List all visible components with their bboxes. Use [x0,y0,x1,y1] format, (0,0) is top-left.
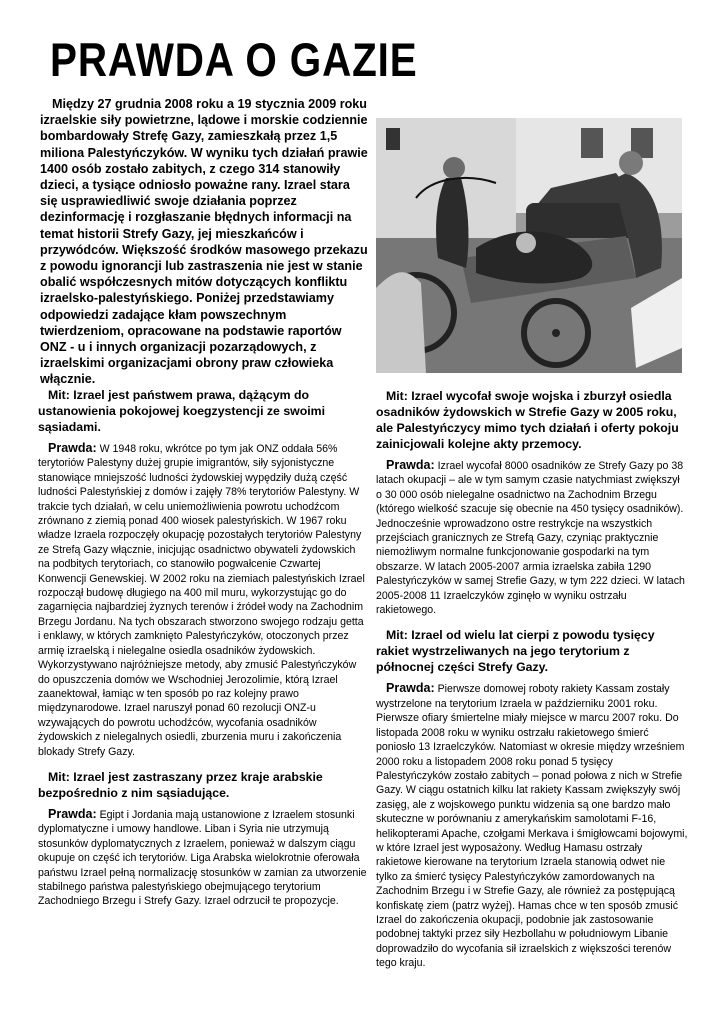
intro-paragraph: Między 27 grudnia 2008 roku a 19 stycznia 2009 roku izraelskie siły powietrzne, lądowe i morskie codziennie bombardowały Strefę Gazy, zamieszkałą przez 1,5 miliona Palestyńczyków. W wyniku tych działań prawie 1400 osób zostało zabitych, z czego 314 stanowiły dzieci, a tysiące odniosło poważne rany. Izrael stara się usprawiedliwić swoje działania poprzez dezinformację i rozgłaszanie błędnych informacji na temat historii Strefy Gazy, jej mieszkańców i przywódców. Większość środków masowego przekazu z powodu ignorancji lub zastraszenia nie jest w stanie obalić współczesnych mitów dotyczących konfliktu izraelsko-palestyńskiego. Poniżej przedstawiamy odpowiedzi zadające kłam powszechnym twierdzeniom, opracowane na podstawie raportów ONZ - u i innych organizacji pozarządowych, z izraelskimi organizacjami obrony praw człowieka włącznie. [40,97,368,387]
myth-heading: Mit: Izrael wycofał swoje wojska i zburzył osiedla osadników żydowskich w Strefie Gazy w 2005 roku, ale Palestyńczycy mimo tych działań i oferty pokoju zainicjowali kolejne akty przemocy. [376,389,679,451]
truth-paragraph [376,458,688,617]
news-photo [376,118,682,373]
truth-text: W 1948 roku, wkrótce po tym jak ONZ oddała 56% terytoriów Palestyny dużej grupie imigrantów, siły syjonistyczne stanowiące mniejszość ludności żydowskiej wypędziły dużą część ludności Palestyńskiej z domów i zajęły 78% terytoriów Palestyny. W trakcie tych działań, w celu uniemożliwienia powrotu uchodźcom zrównano z ziemią ponad 400 wiosek palestyńskich. W 1967 roku władze Izraela rozpoczęły okupację pozostałych terytoriów Palestyny ze Strefą Gazy włącznie, inicjując osadnictwo obywateli żydowskich na podbitych terytoriach, co stanowiło pogwałcenie Czwartej Konwencji Genewskiej. W 2002 roku na ziemiach palestyńskich Izrael rozpoczął budowę długiego na 400 mil muru, wykorzystując go do zagarnięcia najbardziej żyznych terenów i źródeł wody na Zachodnim Brzegu Jordanu. Na tych obszarach stworzono swojego rodzaju getta i enklawy, w których zamknięto Palestyńczyków, otoczonych przez armię izraelską i nielegalne osiedla osadników żydowskich. Wykorzystywano najróżniejsze metody, aby zmusić Palestyńczyków do opuszczenia domów we Wschodniej Jerozolimie, którą Izrael zaanektował, łamiąc w ten sposób po raz kolejny prawo międzynarodowe. Izrael naruszył ponad 60 rezolucji ONZ-u wzywających do powrotu uchodźców, wycofania osadników żydowskich z nielegalnych osiedli, zburzenia muru i zakończenia blokady Strefy Gazy. [38,443,365,758]
myth-heading: Mit: Izrael od wielu lat cierpi z powodu tysięcy rakiet wystrzeliwanych na jego terytorium z północnej części Strefy Gazy. [376,628,655,675]
photo-illustration [376,118,682,373]
left-column [38,387,368,919]
truth-label: Prawda: [48,806,97,821]
truth-label: Prawda: [48,441,97,455]
truth-text: Pierwsze domowej roboty rakiety Kassam zostały wystrzelone na terytorium Izraela w październiku 2001 roku. Pierwsze ofiary śmiertelne miały miejsce w marcu 2007 roku. Do listopada 2008 roku w wyniku ostrzału rakietowego śmierć poniosło 13 Izraelczyków. Natomiast w okresie między wrześniem 2000 roku a listopadem 2008 roku ponad 5 tysięcy Palestyńczyków zostało zabitych – ponad połowa z nich w Strefie Gazy. W ciągu ostatnich kilku lat rakiety Kassam zwiększyły swój zasięg, ale z wojskowego punktu widzenia są one bardzo mało skuteczne w porównaniu z amerykańskim samolotami F-16, helikopterami Apache, czołgami Merkava i śmigłowcami bojowymi, w które Izrael jest wyposażony. Według Hamasu ostrzały rakietowe kierowane na terytorium Izraela stanowią odwet nie tylko za śmierć tysięcy Palestyńczyków zamordowanych na Zachodnim Brzegu i w Strefie Gazy, ale również za postępującą konfiskatę ziem (patrz wyżej). Hamas chce w ten sposób zmusić Izrael do zakończenia okupacji, podobnie jak zastosowanie podobnej taktyki przez siły Hezbollahu w południowym Libanie doprowadziło do wycofania sił izraelskich z większości terenów tego kraju. [376,683,688,970]
truth-paragraph [376,681,688,970]
page-title: PRAWDA O GAZIE [50,33,418,86]
right-column [376,388,688,981]
truth-paragraph [38,441,368,759]
truth-text: Egipt i Jordania mają ustanowione z Izraelem stosunki dyplomatyczne i umowy handlowe. Liban i Syria nie utrzymują stosunków dyplomatycznych z Izraelem, ponieważ w dalszym ciągu okupuje on część ich terytoriów. Liga Arabska wielokrotnie oferowała państwu Izrael pełną normalizację stosunków w zamian za utworzenie stabilnego państwa palestyńskiego obejmującego terytorium Zachodniego Brzegu i Strefy Gazy. Izrael odrzucił te propozycje. [38,808,367,908]
myth-heading: Mit: Izrael jest zastraszany przez kraje arabskie bezpośrednio z nim sąsiadujące. [38,769,323,800]
myth-heading: Mit: Izrael jest państwem prawa, dążącym do ustanowienia pokojowej koegzystencji ze swoimi sąsiadami. [38,388,325,434]
truth-label: Prawda: [386,681,435,696]
truth-paragraph [38,807,368,909]
truth-text: Izrael wycofał 8000 osadników ze Strefy Gazy po 38 latach okupacji – ale w tym samym czasie natychmiast zwiększył o 30 000 osób nielegalne osadnictwo na Zachodnim Brzegu (którego wielkość szacuje się obecnie na 450 tysięcy osadników). Jednocześnie wprowadzono ostre restrykcje na wszystkich przejściach granicznych ze Strefą Gazy, czyniąc praktycznie niemożliwym normalne funkcjonowanie gospodarki na tym obszarze. W latach 2005-2007 armia izraelska zabiła 1290 Palestyńczyków w samej Strefie Gazy, w tym 222 dzieci. W latach 2005-2008 11 Izraelczyków zginęło w wyniku ostrzału rakietowego. [376,460,685,617]
truth-label: Prawda: [386,458,435,472]
